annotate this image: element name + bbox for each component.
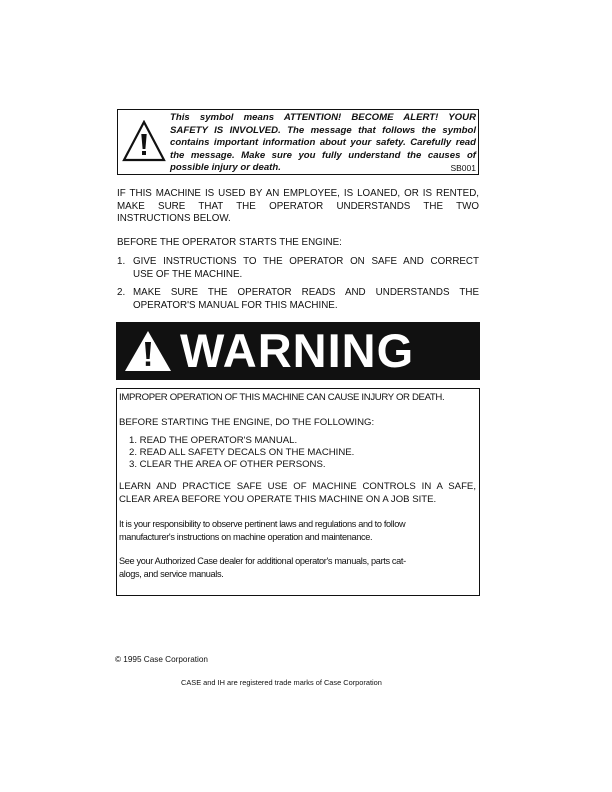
improper-operation-text: IMPROPER OPERATION OF THIS MACHINE CAN CAUSE INJURY OR DEATH.	[119, 392, 445, 403]
employee-notice	[117, 188, 479, 226]
responsibility-text	[119, 518, 476, 543]
learn-practice-text	[119, 481, 476, 506]
employee-notice-line: MAKE SURE THAT THE OPERATOR UNDERSTANDS THE TWO	[117, 200, 479, 212]
warning-step: 3. CLEAR THE AREA OF OTHER PERSONS.	[129, 459, 326, 470]
safety-message-line: This symbol means ATTENTION! BECOME ALERT! YOUR	[170, 112, 476, 123]
employee-notice-line: INSTRUCTIONS BELOW.	[117, 213, 231, 224]
item-line: MAKE SURE THE OPERATOR READS AND UNDERSTANDS THE	[133, 287, 479, 298]
dealer-line: See your Authorized Case dealer for additional operator's manuals, parts cat-	[119, 556, 406, 566]
learn-line: CLEAR AREA BEFORE YOU OPERATE THIS MACHINE ON A JOB SITE.	[119, 493, 437, 505]
safety-message-last-line	[170, 162, 476, 175]
safety-message-line: SAFETY IS INVOLVED. The message that follows the symbol	[170, 124, 476, 136]
copyright-notice: © 1995 Case Corporation	[115, 655, 208, 664]
warning-box	[116, 388, 480, 596]
safety-message-line: the message. Make sure you fully understand the causes of	[170, 149, 476, 161]
learn-line: LEARN AND PRACTICE SAFE USE OF MACHINE CONTROLS IN A SAFE,	[119, 481, 476, 492]
warning-step: 1. READ THE OPERATOR'S MANUAL.	[129, 435, 298, 446]
warning-heading: WARNING	[180, 324, 415, 377]
dealer-line: alogs, and service manuals.	[119, 568, 224, 579]
safety-message-line: contains important information about your safety. Carefully read	[170, 137, 476, 149]
safety-symbol-message	[170, 112, 476, 175]
item-line: USE OF THE MACHINE.	[133, 268, 243, 280]
employee-notice-line: IF THIS MACHINE IS USED BY AN EMPLOYEE, IS LOANED, OR IS RENTED,	[117, 188, 479, 199]
warning-triangle-icon	[124, 330, 172, 372]
before-operator-starts: BEFORE THE OPERATOR STARTS THE ENGINE:	[117, 237, 342, 248]
safety-alert-triangle-icon	[122, 120, 166, 162]
symbol-code: SB001	[450, 163, 476, 174]
dealer-text	[119, 555, 476, 580]
item-number: 1.	[117, 256, 126, 267]
safety-message-line: possible injury or death.	[170, 162, 281, 174]
item-line: GIVE INSTRUCTIONS TO THE OPERATOR ON SAFE AND CORRECT	[133, 256, 479, 267]
warning-banner	[116, 322, 480, 380]
item-number: 2.	[117, 287, 126, 298]
item-line: OPERATOR'S MANUAL FOR THIS MACHINE.	[133, 299, 338, 311]
safety-symbol-box	[117, 109, 479, 175]
before-starting-text: BEFORE STARTING THE ENGINE, DO THE FOLLOWING:	[119, 417, 375, 428]
trademark-notice: CASE and IH are registered trade marks of Case Corporation	[181, 678, 382, 687]
responsibility-line: It is your responsibility to observe pertinent laws and regulations and to follow	[119, 519, 406, 529]
warning-step: 2. READ ALL SAFETY DECALS ON THE MACHINE.	[129, 447, 355, 458]
responsibility-line: manufacturer's instructions on machine operation and maintenance.	[119, 531, 373, 542]
